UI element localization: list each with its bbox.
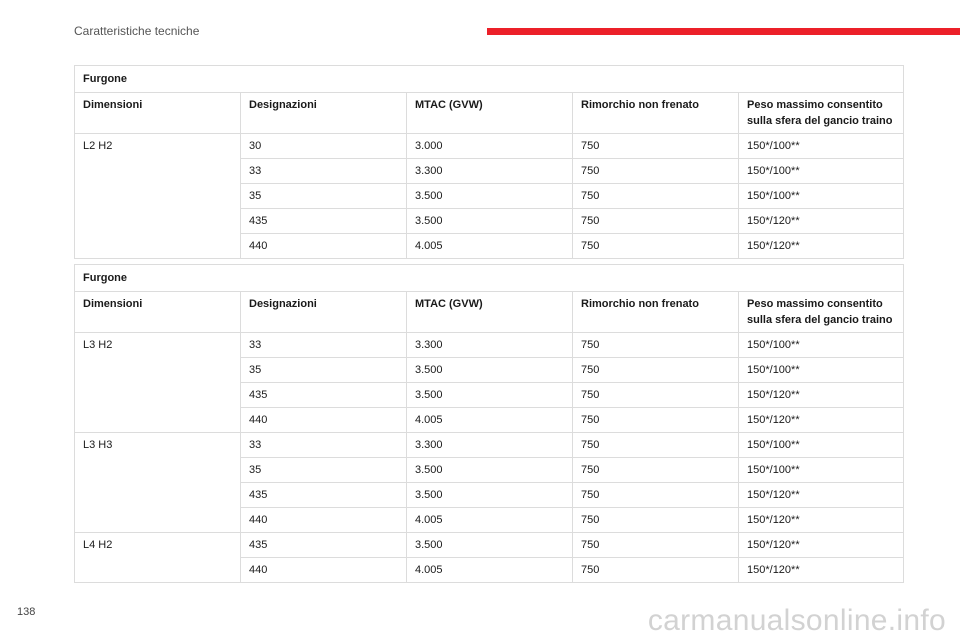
table-cell: 750 xyxy=(573,358,739,383)
table-cell: 750 xyxy=(573,234,739,259)
column-header: Peso massimo consentito sulla sfera del gancio traino xyxy=(739,93,904,134)
table-cell: 150*/120** xyxy=(739,508,904,533)
table-cell: 435 xyxy=(241,483,407,508)
column-header: Dimensioni xyxy=(75,292,241,333)
table-row xyxy=(75,433,904,458)
table-body xyxy=(75,134,904,259)
table-cell: 3.300 xyxy=(407,159,573,184)
table-cell: 33 xyxy=(241,333,407,358)
column-header: Peso massimo consentito sulla sfera del gancio traino xyxy=(739,292,904,333)
table-cell: 435 xyxy=(241,383,407,408)
table-cell: 4.005 xyxy=(407,508,573,533)
table-cell: 150*/120** xyxy=(739,533,904,558)
column-header: Designazioni xyxy=(241,292,407,333)
table-row xyxy=(75,533,904,558)
table-header-row xyxy=(75,292,904,333)
dimension-cell: L2 H2 xyxy=(75,134,241,259)
table-cell: 30 xyxy=(241,134,407,159)
table-header-row xyxy=(75,93,904,134)
table-cell: 750 xyxy=(573,184,739,209)
table-cell: 4.005 xyxy=(407,558,573,583)
table-cell: 150*/100** xyxy=(739,159,904,184)
table-cell: 750 xyxy=(573,458,739,483)
dimension-cell: L4 H2 xyxy=(75,533,241,583)
column-header: MTAC (GVW) xyxy=(407,93,573,134)
column-header: Designazioni xyxy=(241,93,407,134)
table-cell: 35 xyxy=(241,458,407,483)
table-body xyxy=(75,333,904,583)
table-cell: 4.005 xyxy=(407,234,573,259)
spec-table-2 xyxy=(74,264,904,583)
table-cell: 750 xyxy=(573,209,739,234)
table-cell: 3.500 xyxy=(407,184,573,209)
table-cell: 750 xyxy=(573,333,739,358)
table-cell: 750 xyxy=(573,483,739,508)
table-cell: 440 xyxy=(241,408,407,433)
table-cell: 3.300 xyxy=(407,333,573,358)
table-cell: 150*/100** xyxy=(739,134,904,159)
table-cell: 3.300 xyxy=(407,433,573,458)
table-row xyxy=(75,333,904,358)
column-header: MTAC (GVW) xyxy=(407,292,573,333)
table-cell: 750 xyxy=(573,533,739,558)
table-cell: 440 xyxy=(241,508,407,533)
section-accent-bar xyxy=(487,28,960,35)
table-cell: 3.500 xyxy=(407,209,573,234)
table-cell: 35 xyxy=(241,358,407,383)
table-cell: 150*/100** xyxy=(739,358,904,383)
table-cell: 150*/120** xyxy=(739,234,904,259)
table-cell: 750 xyxy=(573,134,739,159)
table-cell: 150*/100** xyxy=(739,333,904,358)
table-cell: 3.500 xyxy=(407,458,573,483)
table-cell: 33 xyxy=(241,433,407,458)
table-cell: 3.500 xyxy=(407,383,573,408)
section-title: Caratteristiche tecniche xyxy=(74,24,200,38)
column-header: Dimensioni xyxy=(75,93,241,134)
spec-table-1 xyxy=(74,65,904,259)
dimension-cell: L3 H3 xyxy=(75,433,241,533)
table-cell: 435 xyxy=(241,209,407,234)
table-cell: 3.000 xyxy=(407,134,573,159)
column-header: Rimorchio non frenato xyxy=(573,93,739,134)
table-cell: 750 xyxy=(573,558,739,583)
table-cell: 150*/120** xyxy=(739,408,904,433)
table-cell: 750 xyxy=(573,508,739,533)
table-cell: 150*/100** xyxy=(739,184,904,209)
table-cell: 150*/120** xyxy=(739,558,904,583)
page-number: 138 xyxy=(17,606,36,618)
table-cell: 150*/120** xyxy=(739,383,904,408)
table-cell: 750 xyxy=(573,433,739,458)
table-cell: 150*/120** xyxy=(739,483,904,508)
table-cell: 3.500 xyxy=(407,358,573,383)
table-cell: 3.500 xyxy=(407,533,573,558)
table-cell: 33 xyxy=(241,159,407,184)
table-cell: 35 xyxy=(241,184,407,209)
table-cell: 750 xyxy=(573,159,739,184)
table-cell: 440 xyxy=(241,234,407,259)
table-caption: Furgone xyxy=(75,66,904,93)
table-cell: 750 xyxy=(573,408,739,433)
table-cell: 440 xyxy=(241,558,407,583)
table-caption: Furgone xyxy=(75,265,904,292)
table-cell: 750 xyxy=(573,383,739,408)
watermark: carmanualsonline.info xyxy=(647,604,946,637)
table-row xyxy=(75,134,904,159)
dimension-cell: L3 H2 xyxy=(75,333,241,433)
table-cell: 150*/100** xyxy=(739,458,904,483)
table-cell: 3.500 xyxy=(407,483,573,508)
column-header: Rimorchio non frenato xyxy=(573,292,739,333)
table-cell: 435 xyxy=(241,533,407,558)
table-cell: 150*/120** xyxy=(739,209,904,234)
table-cell: 150*/100** xyxy=(739,433,904,458)
table-cell: 4.005 xyxy=(407,408,573,433)
